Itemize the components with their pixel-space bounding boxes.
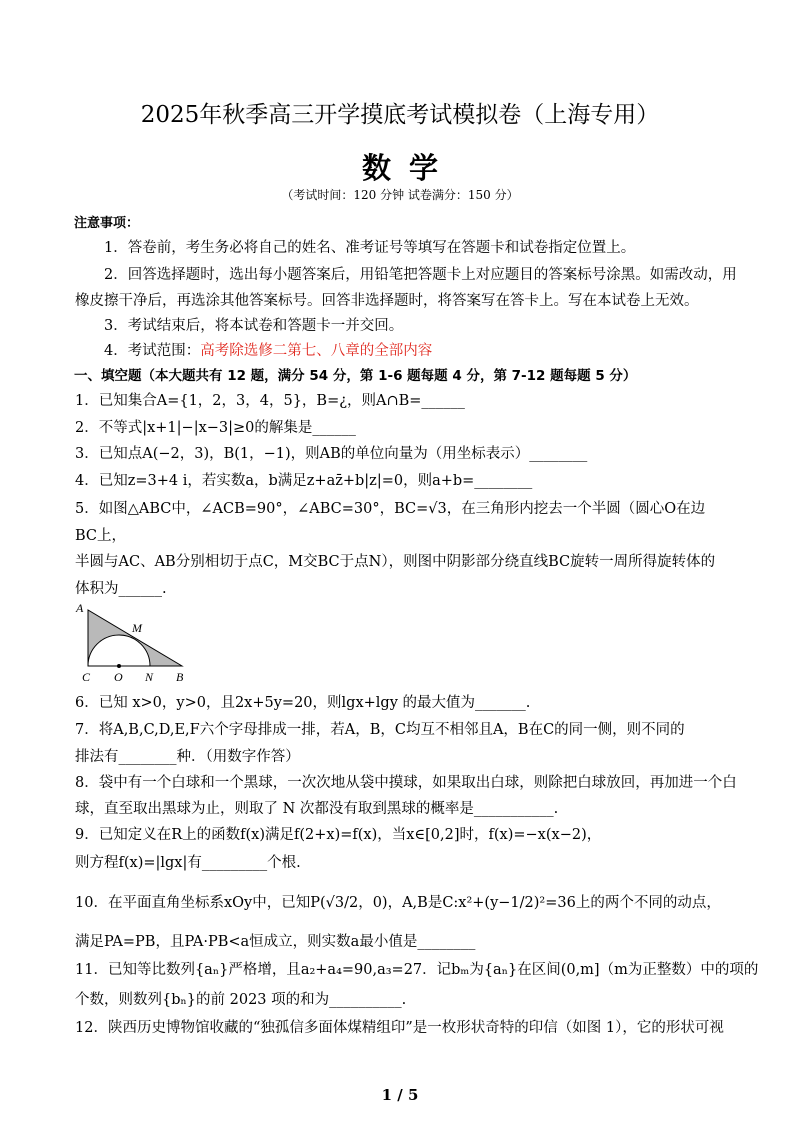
notice-heading: 注意事项： xyxy=(74,216,140,231)
question-4: 4．已知z=3+4 i，若实数a，b满足z+az̄+b|z|=0，则a+b=________ xyxy=(75,473,533,489)
question-3: 3．已知点A(−2，3)，B(1，−1)，则AB的单位向量为（用坐标表示）________ xyxy=(75,446,588,462)
question-10-line-2: 满足PA=PB，且PA·PB<a恒成立，则实数a最小值是________ xyxy=(75,934,476,950)
notice-item-4 xyxy=(104,339,432,360)
scope-value: 高考除选修二第七、八章的全部内容 xyxy=(200,343,433,359)
notice-item-1: 1．答卷前，考生务必将自己的姓名、准考证号等填写在答题卡和试卷指定位置上。 xyxy=(104,240,636,256)
notice-item-2-cont: 橡皮擦干净后，再选涂其他答案标号。回答非选择题时，将答案写在答卡上。写在本试卷上无效。 xyxy=(75,293,699,309)
label-N: N xyxy=(145,670,154,684)
question-5-line-1: 5．如图△ABC中，∠ACB=90°，∠ABC=30°，BC=√3，在三角形内挖去一个半圆（圆心O在边 xyxy=(75,501,706,517)
notice-item-2: 2．回答选择题时，选出每小题答案后，用铅笔把答题卡上对应题目的答案标号涂黑。如需改动，用 xyxy=(104,267,737,283)
triangle-figure xyxy=(70,602,200,684)
label-B: B xyxy=(176,670,184,684)
label-C: C xyxy=(82,670,91,684)
question-5-line-3: 半圆与AC、AB分别相切于点C，M交BC于点N），则图中阴影部分绕直线BC旋转一周所得旋转体的 xyxy=(75,554,716,570)
question-5-line-4: 体积为______. xyxy=(75,581,167,597)
question-7-line-2: 排法有________种．（用数字作答） xyxy=(75,749,300,765)
subject-title: 数学 xyxy=(361,151,456,185)
question-1: 1．已知集合A={1，2，3，4，5}，B=¿，则A∩B=______ xyxy=(75,393,465,409)
question-8-line-1: 8．袋中有一个白球和一个黑球，一次次地从袋中摸球，如果取出白球，则除把白球放回，再加进一个白 xyxy=(75,775,737,791)
question-2: 2．不等式|x+1|−|x−3|≥0的解集是______ xyxy=(75,420,356,436)
question-6: 6．已知 x>0，y>0，且2x+5y=20，则lgx+lgy 的最大值为_______. xyxy=(75,695,531,711)
question-11-line-2: 个数，则数列{bₙ}的前 2023 项的和为__________. xyxy=(75,992,407,1008)
label-M: M xyxy=(132,621,142,635)
question-9-line-1: 9．已知定义在R上的函数f(x)满足f(2+x)=f(x)，当x∈[0,2]时，f(x)=−x(x−2)， xyxy=(75,827,602,843)
center-point xyxy=(117,664,121,668)
question-11-line-1: 11．已知等比数列{aₙ}严格增，且a₂+a₄=90,a₃=27．记bₘ为{aₙ}在区间(0,m]（m为正整数）中的项的 xyxy=(75,962,759,978)
question-9-line-2: 则方程f(x)=|lgx|有_________个根. xyxy=(75,855,301,871)
notice-item-3: 3．考试结束后，将本试卷和答题卡一并交回。 xyxy=(104,318,404,334)
label-O: O xyxy=(114,670,123,684)
scope-label: 4．考试范围： xyxy=(104,343,201,359)
page-number: 1 / 5 xyxy=(381,1086,419,1104)
exam-meta: （考试时间：120 分钟 试卷满分：150 分） xyxy=(281,188,519,202)
question-7-line-1: 7．将A,B,C,D,E,F六个字母排成一排，若A，B，C均互不相邻且A，B在C的同一侧，则不同的 xyxy=(75,722,685,738)
question-12-line-1: 12．陕西历史博物馆收藏的“独孤信多面体煤精组印”是一枚形状奇特的印信（如图 1），它的形状可视 xyxy=(75,1020,724,1036)
exam-title: 2025年秋季高三开学摸底考试模拟卷（上海专用） xyxy=(140,102,660,128)
question-8-line-2: 球，直至取出黑球为止，则取了 N 次都没有取到黑球的概率是___________. xyxy=(75,801,559,817)
question-5-line-2: BC上， xyxy=(75,528,127,544)
section-title: 一、填空题（本大题共有 12 题，满分 54 分，第 1-6 题每题 4 分，第 7-12 题每题 5 分） xyxy=(74,368,637,384)
question-10-line-1: 10．在平面直角坐标系xOy中，已知P(√3/2，0)，A,B是C:x²+(y−1/2)²=36上的两个不同的动点， xyxy=(75,895,721,911)
label-A: A xyxy=(76,602,84,615)
